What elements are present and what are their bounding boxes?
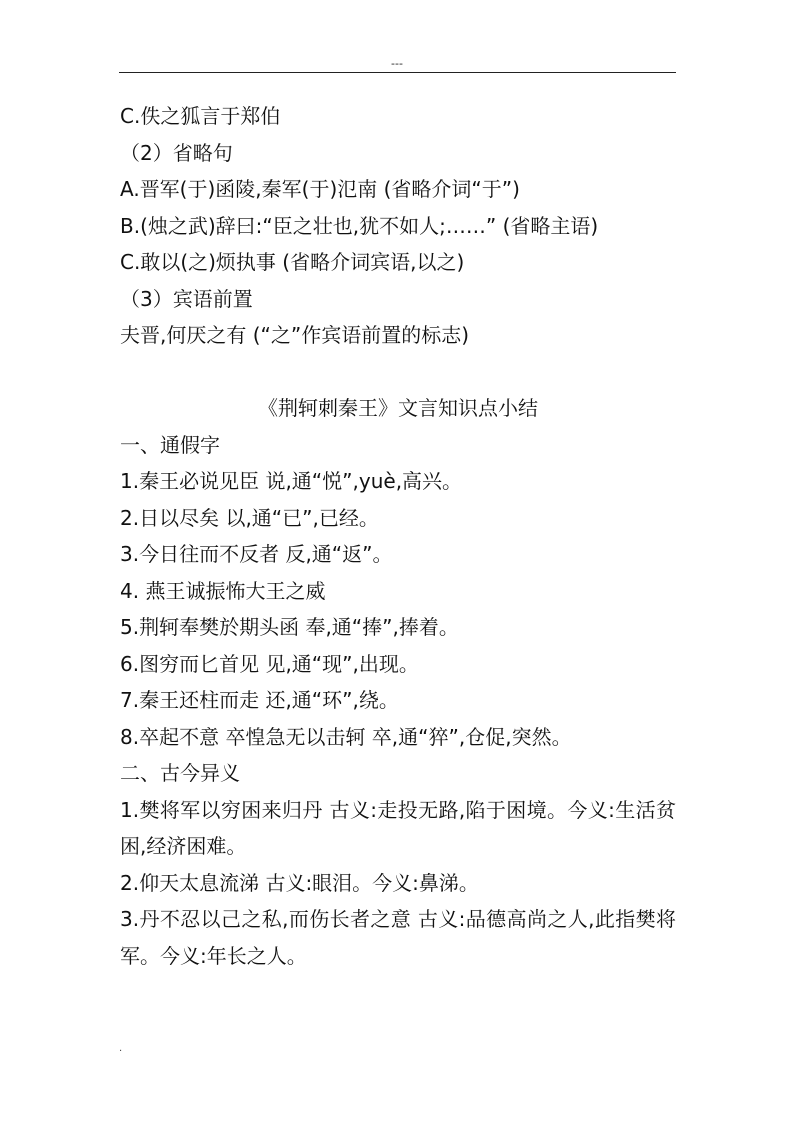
list-item: 3.丹不忍以己之私,而伤长者之意 古义:品德高尚之人,此指樊将军。今义:年长之人。 (120, 907, 676, 968)
section-title: 《荆轲刺秦王》文言知识点小结 (258, 396, 538, 420)
list-item: 8.卒起不意 卒惶急无以击轲 卒,通“猝”,仓促,突然。 (120, 724, 572, 749)
list-item: 6.图穷而匕首见 见,通“现”,出现。 (120, 651, 419, 676)
spacer (120, 354, 676, 391)
text-line: 夫晋,何厌之有 (“之”作宾语前置的标志) (120, 323, 470, 347)
subheading-object-preposing: （3）宾语前置 (120, 286, 253, 311)
list-item: 3.今日往而不反者 反,通“返”。 (120, 542, 393, 566)
text-line: C.敢以(之)烦执事 (省略介词宾语,以之) (120, 250, 465, 274)
header-rule (119, 72, 676, 73)
list-item: 5.荆轲奉樊於期头函 奉,通“捧”,捧着。 (120, 615, 459, 639)
heading-gujin-yiyi: 二、古今异义 (120, 761, 240, 785)
list-item: 1.樊将军以穷困来归丹 古义:走投无路,陷于困境。今义:生活贫困,经济困难。 (120, 797, 676, 858)
heading-tongjiazi: 一、通假字 (120, 432, 220, 457)
subheading-omission: （2）省略句 (120, 140, 233, 165)
document-body (120, 98, 676, 974)
list-item: 1.秦王必说见臣 说,通“悦”,yuè,高兴。 (120, 469, 463, 493)
footer-mark: . (119, 1043, 123, 1054)
text-line: C.佚之狐言于郑伯 (120, 104, 281, 128)
text-line: B.(烛之武)辞曰:“臣之壮也,犹不如人;……” (省略主语) (120, 213, 599, 238)
header-mark: --- (391, 57, 403, 70)
list-item: 2.仰天太息流涕 古义:眼泪。今义:鼻涕。 (120, 870, 479, 895)
text-line: A.晋军(于)函陵,秦军(于)氾南 (省略介词“于”) (120, 177, 520, 201)
list-item: 7.秦王还柱而走 还,通“环”,绕。 (120, 688, 399, 712)
list-item: 4. 燕王诚振怖大王之威 (120, 578, 326, 603)
list-item: 2.日以尽矣 以,通“已”,已经。 (120, 505, 379, 530)
